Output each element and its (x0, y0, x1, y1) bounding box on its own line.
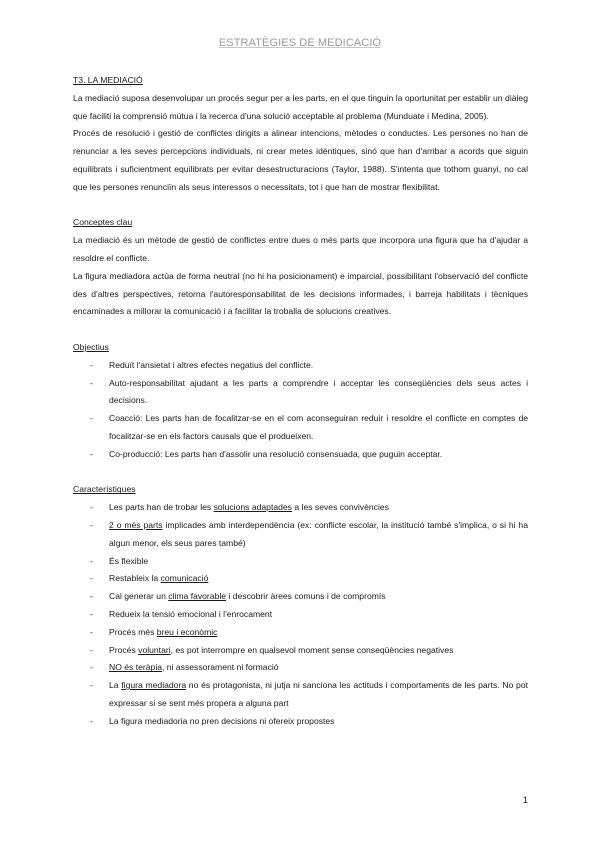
list-item: - Co-producció: Les parts han d'assolir una resolució consensuada, que puguin acceptar. (90, 448, 443, 459)
list-item: - Coacció: Les parts han de focalitzar-se en el com aconseguiran reduir i resoldre el conflicte en comptes de focalitzar-se en els factors causals que el produeixen. (90, 413, 528, 441)
list-item: - La figura mediadoria no pren decisions ni ofereix propostes (90, 715, 335, 726)
characteristics-heading: Característiques (73, 484, 136, 495)
characteristics-list (73, 499, 528, 730)
intro-paragraph: La mediació suposa desenvolupar un procés segur per a les parts, en el que tinguin la oportunitat per establir un diàleg que faciliti la comprensió mútua i la recerca d'una solució acceptable al problema (Munduate i Medina, 2005). (73, 92, 528, 121)
objectives-heading: Objectius (73, 341, 109, 352)
intro-paragraph: Procés de resolució i gestió de conflictes dirigits a alinear intencions, mètodes o conductes. Les persones no han de renunciar a les seves percepcions individuals, ni crear metes idèntiques, sinó que han d'arribar a acords que siguin equilibrats i suficientment equilibrats per evitar desestructuracions (Taylor, 1988). S'intenta que tothom guanyi, no cal que les persones renunciïn als seus interessos o necessitats, tot i que han de mostrar flexibilitat. (73, 128, 528, 192)
concepts-heading: Conceptes clau (73, 217, 133, 228)
list-item: - Les parts han de trobar les solucions adaptades a les seves convivències (90, 502, 389, 513)
list-item: - Cal generar un clima favorable i descobrir àrees comuns i de compromís (90, 591, 386, 602)
list-item: - Procés voluntari, es pot interrompre en qualsevol moment sense conseqüències negatives (90, 644, 454, 655)
list-item: - NO és teràpia, ni assessorament ni formació (90, 662, 279, 673)
list-item: - 2 o més parts implicades amb interdependència (ex: conflicte escolar, la institució també s'implica, o si hi ha algun menor, els seus pares també) (90, 519, 528, 548)
page-number: 1 (522, 795, 528, 806)
page-header: ESTRATÈGIES DE MEDICACIÓ (218, 37, 382, 49)
concepts-paragraph: La figura mediadora actúa de forma neutral (no hi ha posicionament) e imparcial, possibilitant l'observació del conflicte des d'altres perspectives, retorna l'autoresponsabilitat de les decisions informades, i barreja habilitats i tècniques encaminades a millorar la comunicació i a facilitar la troballa de solucions creatives. (73, 270, 528, 317)
document-body (73, 72, 528, 730)
concepts-paragraph: La mediació és un mètode de gestió de conflictes entre dues o més parts que incorpora una figura que ha d'ajudar a resoldre el conflicte. (73, 235, 528, 263)
section-title: T3. LA MEDIACIÓ (73, 75, 143, 85)
objectives-list (73, 357, 528, 464)
list-item: - Auto-responsabilitat ajudant a les parts a comprendre i acceptar les conseqüències dels seus actes i decisions. (90, 377, 528, 406)
list-item: - És flexible (90, 555, 149, 566)
list-item: - Restableix la comunicació (90, 573, 209, 584)
list-item: - Reduït l'ansietat i altres efectes negatius del conflicte. (90, 359, 314, 370)
list-item: - Redueix la tensió emocional i l'enrocament (90, 608, 273, 619)
list-item: - Procés més breu i econòmic (90, 626, 218, 637)
list-item: - La figura mediadora no és protagonista, ni jutja ni sanciona les actituds i comportaments de les parts. No pot expressar si se sent més propera a alguna part (90, 680, 528, 708)
